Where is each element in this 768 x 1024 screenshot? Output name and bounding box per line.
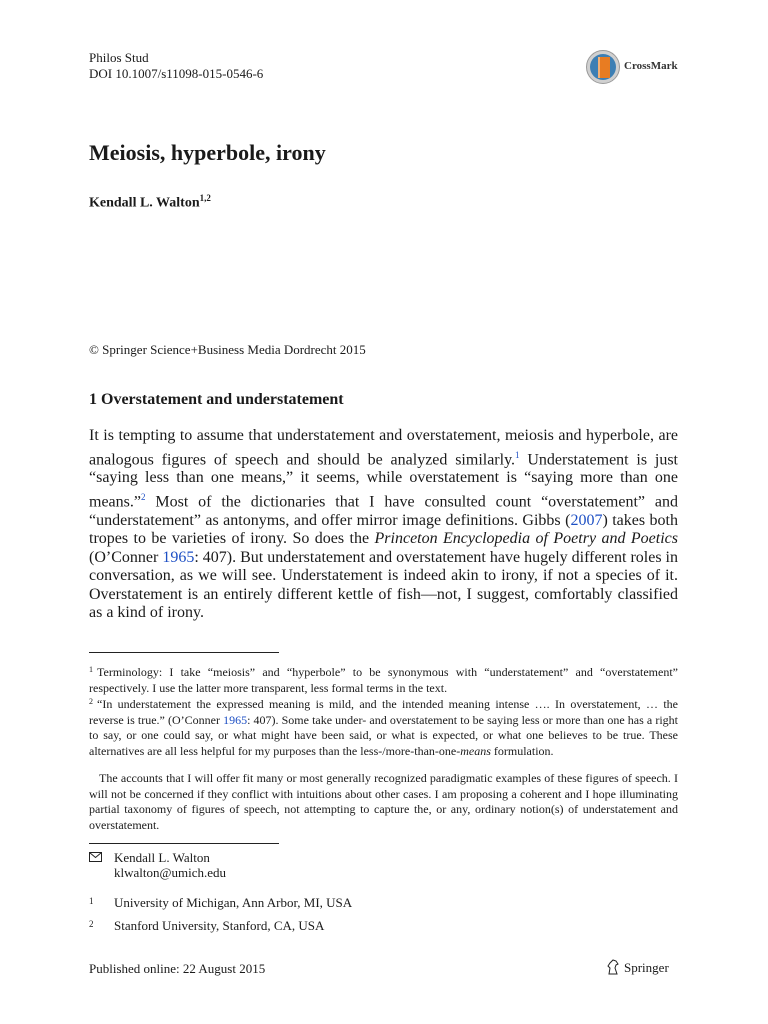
author-name: Kendall L. Walton [89,195,200,211]
footnote-2: $^2$ “In understatement the expressed meaning is mild, and the intended meaning intense …. In overstatement, … the reverse is true.” (O’Conner 1965: 407). Some take under- and overstatement to be saying less or more than one has a right to say, or one could say, or what might have been said, or what is expected, or what one believes to be true. These alternatives are all less helpful for my purposes than the less-/more-than-one-means formulation. [89,697,678,758]
envelope-icon [89,852,102,862]
publisher-name: Springer [624,960,669,975]
contact-name: Kendall L. Walton [114,850,210,865]
published-date: Published online: 22 August 2015 [89,961,266,976]
footnote-divider [89,652,279,653]
footnote-1: $^1$ Terminology: I take “meiosis” and “hyperbole” to be synonymous with “understatement” and “overstatement” respectively. I use the latter more transparent, less formal terms in the text. [89,665,678,695]
crossmark-icon [586,50,620,84]
italic-book-title: Princeton Encyclopedia of Poetry and Poetics [374,530,678,548]
footnote-ref-1[interactable]: 1 [515,449,520,460]
copyright-notice: © Springer Science+Business Media Dordrecht 2015 [89,342,366,357]
journal-name: Philos Stud [89,50,149,65]
footnote-2-continuation: The accounts that I will offer fit many or most generally recognized paradigmatic examples of these figures of speech. I will not be concerned if they conflict with intuitions about other cases. I am proposing a coherent and I hope illuminating partial taxonomy of figures of speech, not attempting to capture the, or any, ordinary notion(s) of understatement and overstatement. [89,771,678,832]
contact-email[interactable]: klwalton@umich.edu [114,865,226,880]
corresponding-author [89,850,389,884]
affiliation-1: 1 University of Michigan, Ann Arbor, MI, USA [89,895,353,910]
section-heading: 1 Overstatement and understatement [89,391,344,408]
crossmark-label: CrossMark [624,60,678,72]
citation-oconner[interactable]: 1965 [162,548,195,566]
author-affil-marks: 1,2 [199,193,211,203]
footnote-citation-oconner[interactable]: 1965 [223,712,248,727]
springer-horse-icon [606,959,620,975]
citation-gibbs[interactable]: 2007 [570,511,603,529]
article-title: Meiosis, hyperbole, irony [89,140,326,165]
author-line [89,189,211,213]
body-paragraph: It is tempting to assume that understatement and overstatement, meiosis and hyperbole, are analogous figures of speech and should be analyzed similarly.$^1$ Understatement is just “saying less than one means,” it seems, while overstatement is “saying more than one means.”$^2$ Most of the dictionaries that I have consulted count “overstatement” and “understatement” as antonyms, and offer mirror image definitions. Gibbs (2007) takes both tropes to be varieties of irony. So does the Princeton Encyclopedia of Poetry and Poetics (O’Conner 1965: 407). But understatement and overstatement have hugely different roles in conversation, as we will see. Understatement is indeed akin to irony, if not a species of it. Overstatement is an entirely different kettle of fish—not, I suggest, comfortably classified as a kind of irony. [89,427,679,622]
crossmark-badge[interactable] [586,50,686,86]
contact-divider [89,843,279,844]
affiliation-2: 2 Stanford University, Stanford, CA, USA [89,918,325,933]
doi[interactable]: DOI 10.1007/s11098-015-0546-6 [89,66,264,81]
publisher-mark [606,959,669,976]
footnote-ref-2[interactable]: 2 [140,491,146,502]
